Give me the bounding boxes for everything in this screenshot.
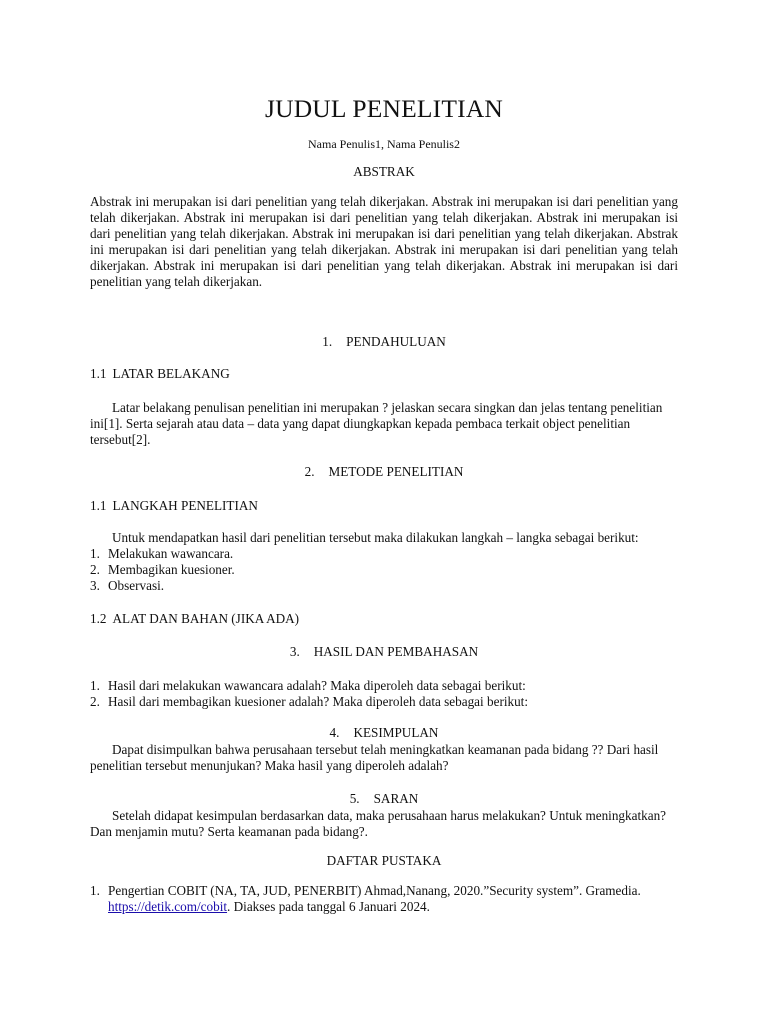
list-item bbox=[90, 546, 690, 562]
reference-suffix: . Diakses pada tanggal 6 Januari 2024. bbox=[227, 899, 430, 914]
subsection-heading-alat-bahan bbox=[90, 611, 678, 627]
list-number: 1. bbox=[90, 546, 100, 561]
section-number: 3. bbox=[289, 644, 300, 659]
section-number: 5. bbox=[349, 791, 360, 806]
section-title: PENDAHULUAN bbox=[346, 334, 446, 349]
section-number: 4. bbox=[329, 725, 340, 740]
section-heading-saran bbox=[0, 791, 768, 807]
section-number: 2. bbox=[304, 464, 315, 479]
section-heading-hasil bbox=[0, 644, 768, 660]
subsection-number: 1.1 bbox=[90, 366, 107, 381]
abstract-text: Abstrak ini merupakan isi dari penelitian yang telah dikerjakan. Abstrak ini merupakan isi dari penelitian yang telah dikerjakan. Abstrak ini merupakan isi dari penelitian yang telah dikerjakan. Abstrak ini merupakan isi dari penelitian yang telah dikerjakan. Abstrak ini merupakan isi dari penelitian yang telah dikerjakan. Abstrak ini merupakan isi dari penelitian yang telah dikerjakan. Abstrak ini merupakan isi dari penelitian yang telah dikerjakan. Abstrak ini merupakan isi dari penelitian yang telah dikerjakan. Abstrak ini merupakan isi dari penelitian yang telah dikerjakan. bbox=[90, 194, 678, 289]
list-item bbox=[90, 678, 690, 694]
steps-list bbox=[90, 546, 690, 594]
paper-title: JUDUL PENELITIAN bbox=[264, 94, 504, 123]
list-number: 3. bbox=[90, 578, 100, 593]
list-item bbox=[90, 578, 690, 594]
section-heading-kesimpulan bbox=[0, 725, 768, 741]
list-text: Observasi. bbox=[108, 578, 165, 593]
section-title: METODE PENELITIAN bbox=[328, 464, 464, 479]
list-text: Hasil dari melakukan wawancara adalah? Maka diperoleh data sebagai berikut: bbox=[108, 678, 526, 693]
section-number: 1. bbox=[322, 334, 333, 349]
author-names: Nama Penulis1, Nama Penulis2 bbox=[308, 137, 460, 151]
kesimpulan-paragraph: Dapat disimpulkan bahwa perusahaan tersebut telah meningkatkan keamanan pada bidang ?? Dari hasil penelitian tersebut menunjukan? Maka hasil yang diperoleh adalah? bbox=[90, 742, 659, 773]
subsection-heading-langkah bbox=[90, 498, 678, 514]
section-heading-pendahuluan bbox=[0, 334, 768, 350]
list-text: Membagikan kuesioner. bbox=[108, 562, 235, 577]
section-title: SARAN bbox=[373, 791, 419, 806]
reference-item bbox=[90, 883, 680, 915]
list-text: Hasil dari membagikan kuesioner adalah? Maka diperoleh data sebagai berikut: bbox=[108, 694, 529, 709]
list-text: Melakukan wawancara. bbox=[108, 546, 234, 561]
langkah-intro: Untuk mendapatkan hasil dari penelitian tersebut maka dilakukan langkah – langka sebagai berikut: bbox=[112, 530, 639, 545]
reference-link[interactable]: https://detik.com/cobit bbox=[108, 899, 228, 914]
references-list bbox=[90, 883, 680, 915]
subsection-number: 1.1 bbox=[90, 498, 107, 513]
list-item bbox=[90, 562, 690, 578]
abstract-heading: ABSTRAK bbox=[353, 164, 415, 179]
subsection-number: 1.2 bbox=[90, 611, 107, 626]
references-heading: DAFTAR PUSTAKA bbox=[326, 853, 442, 868]
reference-number: 1. bbox=[90, 883, 100, 898]
saran-paragraph: Setelah didapat kesimpulan berdasarkan data, maka perusahaan harus melakukan? Untuk meningkatkan? Dan menjamin mutu? Serta keamanan pada bidang?. bbox=[90, 808, 667, 839]
reference-text: Pengertian COBIT (NA, TA, JUD, PENERBIT) Ahmad,Nanang, 2020.”Security system”. Gramedia. bbox=[108, 883, 641, 898]
list-number: 2. bbox=[90, 694, 100, 709]
subsection-title: ALAT DAN BAHAN (JIKA ADA) bbox=[112, 611, 300, 626]
section-heading-metode bbox=[0, 464, 768, 480]
list-item bbox=[90, 694, 690, 710]
latar-belakang-paragraph: Latar belakang penulisan penelitian ini merupakan ? jelaskan secara singkan dan jelas tentang penelitian ini[1]. Serta sejarah atau data – data yang dapat diungkapkan kepada pembaca terkait object penelitian tersebut[2]. bbox=[90, 400, 663, 447]
results-list bbox=[90, 678, 690, 710]
list-number: 2. bbox=[90, 562, 100, 577]
subsection-title: LATAR BELAKANG bbox=[112, 366, 230, 381]
subsection-heading-latar-belakang bbox=[90, 366, 678, 382]
subsection-title: LANGKAH PENELITIAN bbox=[112, 498, 258, 513]
list-number: 1. bbox=[90, 678, 100, 693]
section-title: KESIMPULAN bbox=[353, 725, 439, 740]
section-title: HASIL DAN PEMBAHASAN bbox=[313, 644, 479, 659]
